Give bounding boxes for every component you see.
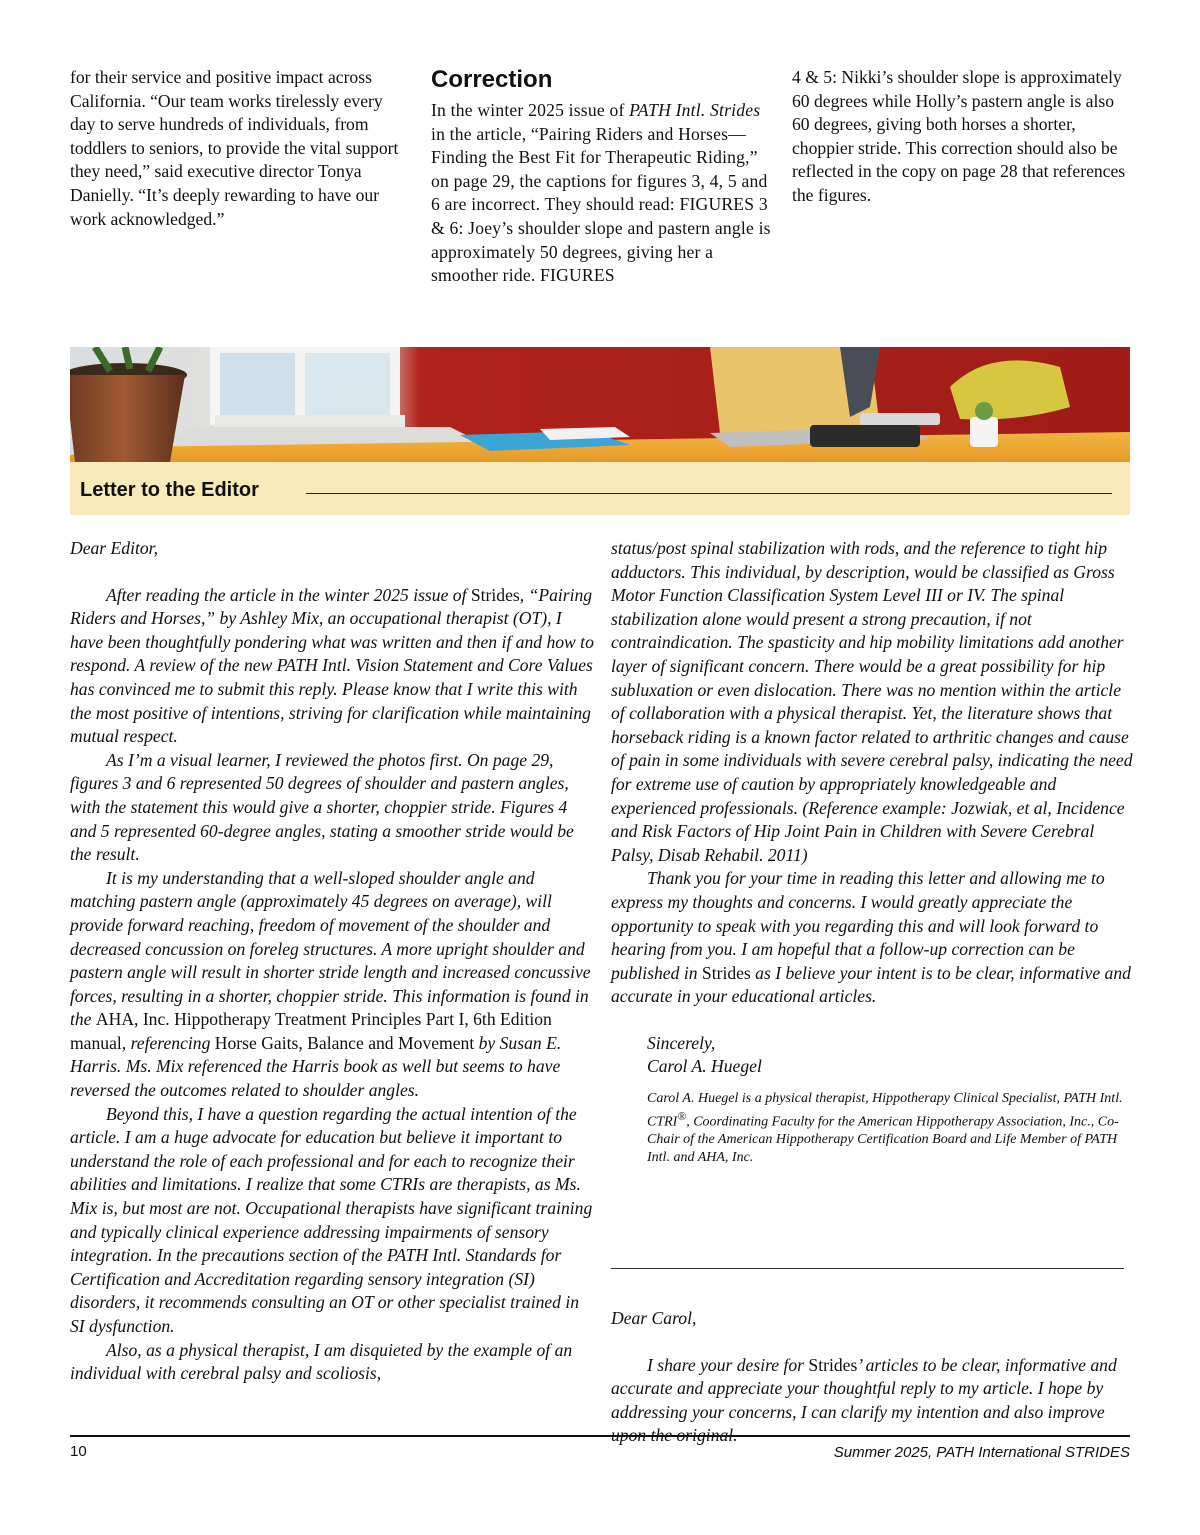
top-column-1 [70,66,400,231]
publication-name: Strides [470,584,520,605]
section-header [70,462,1130,515]
letter-closing: Sincerely, [647,1032,716,1053]
letter-column-left [70,537,595,1386]
correction-title: Correction [431,66,553,93]
footer-publication: Summer 2025, PATH International STRIDES [833,1444,1130,1461]
letter-paragraph: status/post spinal stabilization with rods, and the reference to tight hip adductors. This individual, by description, would be classified as Gross Motor Function Classification System Level III or IV. The spinal stabilization alone would present a strong precaution, if not contraindication. The spasticity and hip mobility limitations add another layer of significant concern. There would be a great possibility for hip subluxation or even dislocation. There was no mention within the article of collaboration with a physical therapist. Yet, the literature shows that horseback riding is a known factor related to arthritic changes and cause of pain in some individuals with severe cerebral palsy, indicating the need for extreme use of caution by appropriately knowledgeable and experienced professionals. (Reference example: Jozwiak, et al, Incidence and Risk Factors of Hip Joint Pain in Children with Severe Cerebral Palsy, Disab Rehabil. 2011) [611,538,1133,865]
letter-column-right [611,537,1136,1167]
correction-body: In the winter 2025 issue of PATH Intl. Strides in the article, “Pairing Riders and Horses—Finding the Best Fit for Therapeutic Riding,” on page 29, the captions for figures 3, 4, 5 and 6 are incorrect. They should read: FIGURES 3 & 6: Joey’s shoulder slope and pastern angle is approximately 50 degrees, giving her a smoother ride. FIGURES [431,100,771,286]
letter-paragraph: After reading the article in the winter 2025 issue of Strides, “Pairing Riders and Horses,” by Ashley Mix, an occupational therapist (OT), I have been thoughtfully pondering what was written and then if and how to respond. A review of the new PATH Intl. Vision Statement and Core Values has convinced me to submit this reply. Please know that I write this with the most positive of intentions, striving for clarification while maintaining mutual respect. [70,584,594,747]
section-title: Letter to the Editor [80,479,259,501]
publication-name: PATH Intl. Strides [629,100,761,120]
letter-salutation: Dear Editor, [70,538,158,558]
reply-paragraph: I share your desire for Strides’ articles to be clear, informative and accurate and appreciate your thoughtful reply to my article. I hope by addressing your concerns, I can clarify my intention and also improve upon the original. [611,1354,1117,1446]
banner-image [70,347,1130,462]
section-rule [306,493,1112,494]
letter-paragraph: Thank you for your time in reading this letter and allowing me to express my thoughts and concerns. I would greatly appreciate the opportunity to speak with you regarding this and will look forward to hearing from you. I am hopeful that a follow-up correction can be published in Strides as I believe your intent is to be clear, informative and accurate in your educational articles. [611,868,1131,1007]
letter-paragraph: Beyond this, I have a question regarding the actual intention of the article. I am a huge advocate for education but believe it important to understand the role of each professional and for each to recognize their abilities and limitations. I realize that some CTRIs are therapists, as Ms. Mix is, but most are not. Occupational therapists have significant training and typically clinical experience addressing impairments of sensory integration. In the precautions section of the PATH Intl. Standards for Certification and Accreditation regarding sensory integration (SI) disorders, it recommends consulting an OT or other specialist trained in SI dysfunction. [70,1103,593,1336]
reply-salutation: Dear Carol, [611,1308,697,1328]
reply-letter [611,1307,1136,1448]
correction-column [431,66,771,288]
letter-paragraph: As I’m a visual learner, I reviewed the photos first. On page 29, figures 3 and 6 represented 50 degrees of shoulder and pastern angles, with the statement this would give a shorter, choppier stride. Figures 4 and 5 represented 60-degree angles, stating a smoother stride would be the result. [70,749,574,865]
top-column-3 [792,66,1132,208]
letter-divider [611,1268,1124,1269]
footer-rule [70,1435,1130,1437]
page-number: 10 [70,1443,87,1460]
reference-title: AHA, Inc. Hippotherapy Treatment Principles Part I, 6th Edition manual [70,1009,552,1053]
reference-title: Horse Gaits, Balance and Movement [214,1032,475,1053]
publication-name: Strides [701,962,751,983]
author-bio: Carol A. Huegel is a physical therapist, Hippotherapy Clinical Specialist, PATH Intl. CTRI®, Coordinating Faculty for the American Hippotherapy Association, Inc., Co-Chair of the American Hippotherapy Certification Board and Life Member of PATH Intl. and AHA, Inc. [647,1091,1123,1166]
letter-signature: Carol A. Huegel [647,1056,762,1077]
publication-name: Strides [808,1354,858,1375]
letter-paragraph: It is my understanding that a well-sloped shoulder angle and matching pastern angle (approximately 45 degrees on average), will provide forward reaching, freedom of movement of the shoulder and decreased concussion on foreleg structures. A more upright shoulder and pastern angle will result in shorter stride length and increased concussive forces, resulting in a shorter, choppier stride. This information is found in the AHA, Inc. Hippotherapy Treatment Principles Part I, 6th Edition manual, referencing Horse Gaits, Balance and Movement by Susan E. Harris. Ms. Mix referenced the Harris book as well but seems to have reversed the outcomes related to shoulder angles. [70,867,591,1101]
correction-continuation: 4 & 5: Nikki’s shoulder slope is approximately 60 degrees while Holly’s pastern angle is also 60 degrees, giving both horses a shorter, choppier stride. This correction should also be reflected in the copy on page 28 that references the figures. [792,67,1126,205]
article-continuation: for their service and positive impact across California. “Our team works tirelessly every day to serve hundreds of individuals, from toddlers to seniors, to provide the vital support they need,” said executive director Tonya Danielly. “It’s deeply rewarding to have our work acknowledged.” [70,67,399,229]
letter-paragraph: Also, as a physical therapist, I am disquieted by the example of an individual with cerebral palsy and scoliosis, [70,1339,573,1384]
